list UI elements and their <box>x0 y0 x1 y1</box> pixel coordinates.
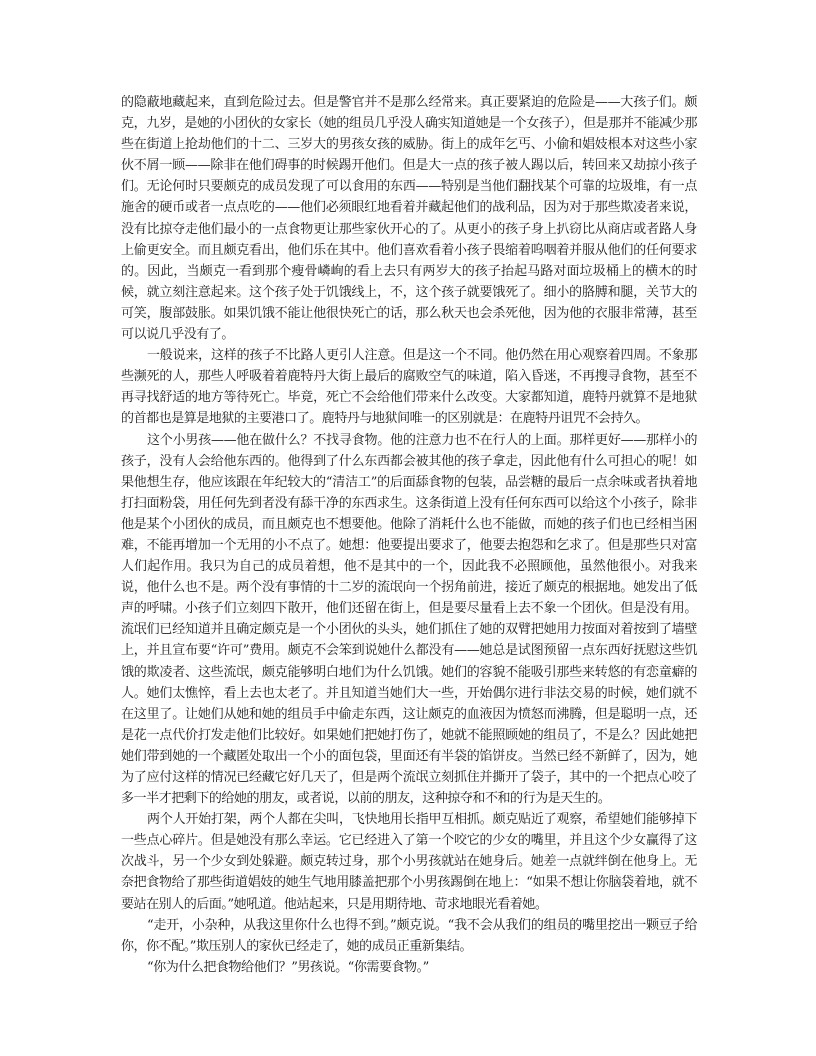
paragraph-5: “走开，小杂种，从我这里你什么也得不到。”颇克说。“我不会从我们的组员的嘴里挖出一颗豆子给你，你不配。”欺压别人的家伙已经走了，她的成员正重新集结。 <box>121 917 697 954</box>
document-page <box>121 92 697 978</box>
paragraph-4: 两个人开始打架，两个人都在尖叫，飞快地用长指甲互相抓。颇克贴近了观察，希望她们能够掉下一些点心碎片。但是她没有那么幸运。它已经进入了第一个咬它的少女的嘴里，并且这个少女赢得了这次战斗，另一个少女到处躲避。颇克转过身，那个小男孩就站在她身后。她差一点就绊倒在他身上。无奈把食物给了那些街道娼妓的她生气地用膝盖把那个小男孩踢倒在地上：“如果不想让你脑袋着地，就不要站在别人的后面。”她吼道。他站起来，只是用期待地、苛求地眼光看着她。 <box>121 812 697 912</box>
paragraph-2: 一般说来，这样的孩子不比路人更引人注意。但是这一个不同。他仍然在用心观察着四周。不象那些濒死的人，那些人呼吸着着鹿特丹大街上最后的腐败空气的味道，陷入昏迷，不再搜寻食物，甚至不再寻找舒适的地方等待死亡。毕竟，死亡不会给他们带来什么改变。大家都知道，鹿特丹就算不是地狱的首都也是算是地狱的主要港口了。鹿特丹与地狱间唯一的区别就是：在鹿特丹诅咒不会持久。 <box>121 348 697 427</box>
paragraph-3: 这个小男孩——他在做什么？不找寻食物。他的注意力也不在行人的上面。那样更好——那样小的孩子，没有人会给他东西的。他得到了什么东西都会被其他的孩子拿走，因此他有什么可担心的呢！如果他想生存，他应该跟在年纪较大的“清洁工”的后面舔食物的包装，品尝糖的最后一点余味或者执着地打扫面粉袋，用任何先到者没有舔干净的东西求生。这条街道上没有任何东西可以给这个小孩子，除非他是某个小团伙的成员，而且颇克也不想要他。他除了消耗什么也不能做，而她的孩子们也已经相当困难，不能再增加一个无用的小不点了。她想：他要提出要求了，他要去抱怨和乞求了。但是那些只对富人们起作用。我只为自己的成员着想，他不是其中的一个，因此我不必照顾他，虽然他很小。对我来说，他什么也不是。两个没有事情的十二岁的流氓向一个拐角前进，接近了颇克的根据地。她发出了低声的呼啸。小孩子们立刻四下散开，他们还留在街上，但是要尽量看上去不象一个团伙。但是没有用。流氓们已经知道并且确定颇克是一个小团伙的头头，她们抓住了她的双臂把她用力按面对着按到了墙壁上，并且宣布要“许可”费用。颇克不会笨到说她什么都没有——她总是试图预留一点东西好抚慰这些饥饿的欺凌者、这些流氓，颇克能够明白地们为什么饥饿。她们的容貌不能吸引那些来转悠的有恋童癖的人。她们太憔悴，看上去也太老了。并且知道当她们大一些，开始偶尔进行非法交易的时候，她们就不在这里了。让她们从她和她的组员手中偷走东西，这让颇克的血液因为愤怒而沸腾，但是聪明一点，还是花一点代价打发走他们比较好。如果她们把她打伤了，她就不能照顾她的组员了，不是么？因此她把她们带到她的一个藏匿处取出一个小的面包袋，里面还有半袋的馅饼皮。当然已经不新鲜了，因为，她为了应付这样的情况已经藏它好几天了，但是两个流氓立刻抓住并撕开了袋子，其中的一个把点心咬了多一半才把剩下的给她的朋友，或者说，以前的朋友，这种掠夺和不和的行为是天生的。 <box>121 432 697 807</box>
paragraph-1: 的隐蔽地藏起来，直到危险过去。但是警官并不是那么经常来。真正要紧迫的危险是——大孩子们。颇克，九岁，是她的小团伙的女家长（她的组员几乎没人确实知道她是一个女孩子），但是那并不能减少那些在街道上抢劫他们的十二、三岁大的男孩女孩的威胁。街上的成年乞丐、小偷和娼妓根本对这些小家伙不屑一顾——除非在他们碍事的时候踢开他们。但是大一点的孩子被人踢以后，转回来又劫掠小孩子们。无论何时只要颇克的成员发现了可以食用的东西——特别是当他们翻找某个可靠的垃圾堆，有一点施舍的硬币或者一点点吃的——他们必须眼红地看着并藏起他们的战利品，因为对于那些欺凌者来说，没有比掠夺走他们最小的一点食物更让那些家伙开心的了。从更小的孩子身上扒窃比从商店或者路人身上偷更安全。而且颇克看出，他们乐在其中。他们喜欢看着小孩子畏缩着呜咽着并服从他们的任何要求的。因此，当颇克一看到那个瘦骨嶙峋的看上去只有两岁大的孩子抬起马路对面垃圾桶上的横木的时候，就立刻注意起来。这个孩子处于饥饿线上，不，这个孩子就要饿死了。细小的胳膊和腿，关节大的可笑，腹部鼓胀。如果饥饿不能让他很快死亡的话，那么秋天也会杀死他，因为他的衣服非常薄，甚至可以说几乎没有了。 <box>121 95 697 343</box>
paragraph-6: “你为什么把食物给他们？”男孩说。“你需要食物。” <box>147 959 429 975</box>
